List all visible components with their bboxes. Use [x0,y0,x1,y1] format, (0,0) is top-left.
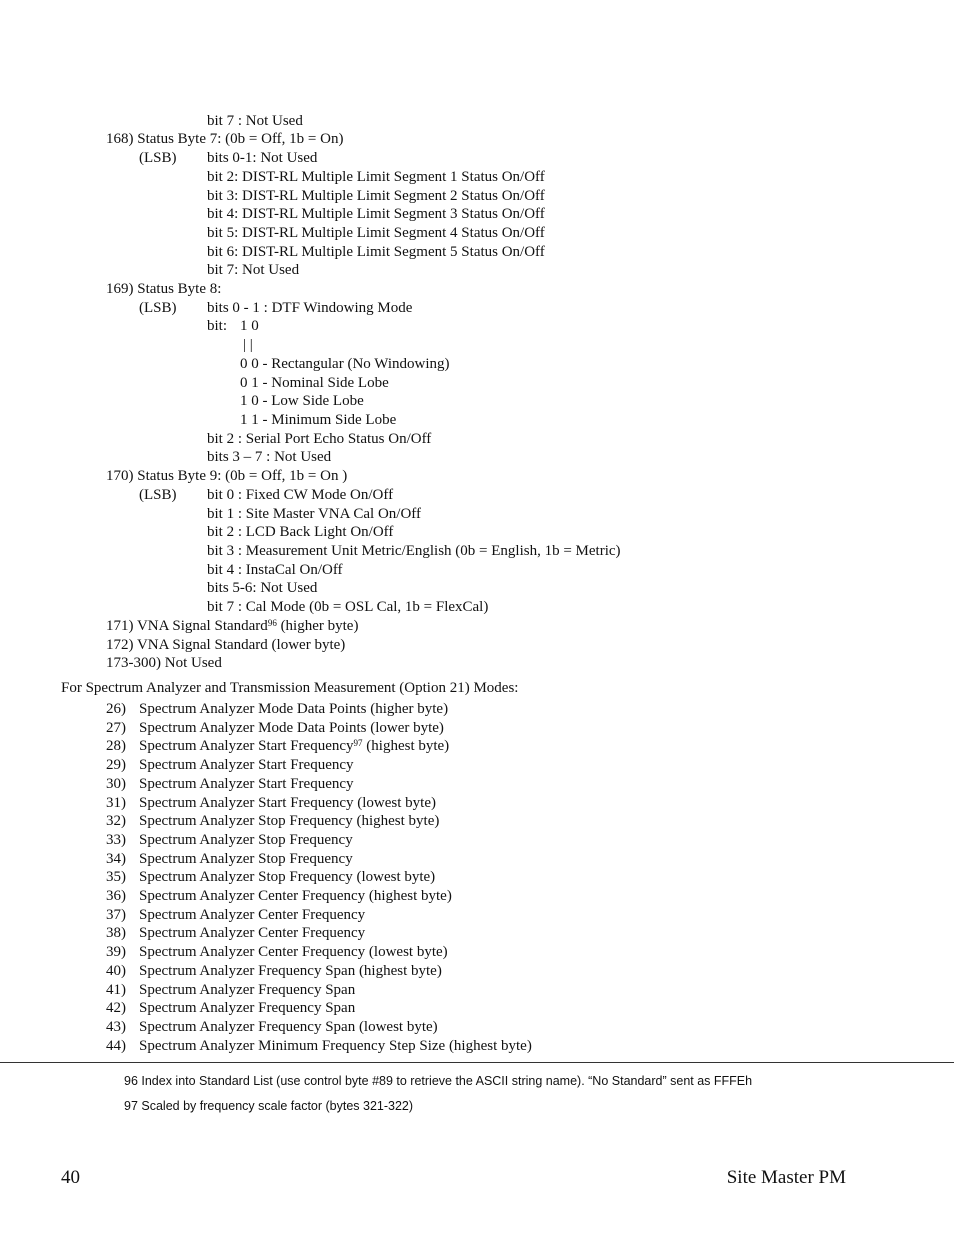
sa-item-text: Spectrum Analyzer Mode Data Points (higher byte) [139,701,449,717]
vna-standard-suffix: (higher byte) [276,618,359,634]
sa-item-number: 29) [106,757,126,773]
sa-item [139,700,448,718]
status-line: bit 2: DIST-RL Multiple Limit Segment 1 Status On/Off [207,169,545,185]
sa-item [139,1037,532,1055]
status-line: bits 0 - 1 : DTF Windowing Mode [207,300,413,316]
sa-item-number: 26) [106,701,126,717]
status-line: bit 6: DIST-RL Multiple Limit Segment 5 Status On/Off [207,244,545,260]
sa-item [139,999,355,1017]
sa-item-text: Spectrum Analyzer Start Frequency [139,776,354,792]
sa-item [139,737,449,755]
status-line: bit 3 : Measurement Unit Metric/English (0b = English, 1b = Metric) [207,543,621,559]
status-line: bit 0 : Fixed CW Mode On/Off [207,487,394,503]
sa-item [139,850,353,868]
sa-item-number: 28) [106,738,126,754]
sa-item [139,943,448,961]
status-line: bits 0-1: Not Used [207,150,318,166]
status-line: bit 7 : Cal Mode (0b = OSL Cal, 1b = FlexCal) [207,599,489,615]
sa-item-text: Spectrum Analyzer Stop Frequency [139,851,353,867]
window-option: 0 1 - Nominal Side Lobe [240,375,389,391]
not-used-line: 173-300) Not Used [106,655,222,671]
sa-item-text: Spectrum Analyzer Start Frequency [139,757,354,773]
sa-item-text: Spectrum Analyzer Start Frequency [139,738,354,754]
sa-item-number: 33) [106,832,126,848]
sa-item [139,924,365,942]
footnote-ref-97[interactable]: 97 [353,738,363,748]
lsb-label: (LSB) [139,487,177,503]
status-line: bit 5: DIST-RL Multiple Limit Segment 4 Status On/Off [207,225,545,241]
sa-item [139,794,436,812]
section-heading: For Spectrum Analyzer and Transmission Measurement (Option 21) Modes: [61,680,519,696]
sa-item-text: Spectrum Analyzer Stop Frequency (lowest byte) [139,869,436,885]
status-byte-heading: 169) Status Byte 8: [106,281,222,297]
sa-item [139,906,365,924]
sa-item [139,775,354,793]
sa-item-number: 34) [106,851,126,867]
footnote-96: 96 Index into Standard List (use control byte #89 to retrieve the ASCII string name). “No Standard” sent as FFFEh [124,1074,753,1088]
status-line: bit 7 : Not Used [207,113,303,129]
window-option: 1 1 - Minimum Side Lobe [240,412,397,428]
sa-item-text: Spectrum Analyzer Frequency Span [139,982,356,998]
sa-item-text: Spectrum Analyzer Center Frequency [139,907,366,923]
sa-item-text: Spectrum Analyzer Center Frequency [139,925,366,941]
status-line: bit 7: Not Used [207,262,300,278]
status-byte-heading: 170) Status Byte 9: (0b = Off, 1b = On ) [106,468,348,484]
sa-item [139,981,355,999]
lsb-label: (LSB) [139,150,177,166]
vna-standard-text: 171) VNA Signal Standard [106,618,268,634]
sa-item-number: 39) [106,944,126,960]
bit-values: 1 0 [240,318,259,334]
sa-item [139,1018,438,1036]
sa-item-number: 31) [106,795,126,811]
sa-item-text: Spectrum Analyzer Center Frequency (lowest byte) [139,944,448,960]
sa-item-text: Spectrum Analyzer Frequency Span [139,1000,356,1016]
sa-item-number: 30) [106,776,126,792]
lsb-label: (LSB) [139,300,177,316]
sa-item-number: 27) [106,720,126,736]
vna-standard-line [106,617,358,635]
sa-item-text: Spectrum Analyzer Frequency Span (highest byte) [139,963,442,979]
status-byte-heading: 168) Status Byte 7: (0b = Off, 1b = On) [106,131,344,147]
sa-item-text: Spectrum Analyzer Start Frequency (lowest byte) [139,795,436,811]
sa-item-number: 44) [106,1038,126,1054]
status-line: bit 1 : Site Master VNA Cal On/Off [207,506,422,522]
vna-standard-line: 172) VNA Signal Standard (lower byte) [106,637,346,653]
sa-item [139,887,452,905]
sa-item-text: Spectrum Analyzer Stop Frequency [139,832,353,848]
sa-item-number: 42) [106,1000,126,1016]
window-option: 0 0 - Rectangular (No Windowing) [240,356,450,372]
sa-item-number: 32) [106,813,126,829]
page-number: 40 [61,1167,80,1188]
status-line: bits 5-6: Not Used [207,580,318,596]
status-line: bit 2 : LCD Back Light On/Off [207,524,394,540]
window-option: 1 0 - Low Side Lobe [240,393,364,409]
sa-item-number: 38) [106,925,126,941]
status-line: bit 3: DIST-RL Multiple Limit Segment 2 Status On/Off [207,188,545,204]
sa-item-number: 43) [106,1019,126,1035]
status-line: bit 4 : InstaCal On/Off [207,562,343,578]
sa-item-text: Spectrum Analyzer Mode Data Points (lower byte) [139,720,444,736]
sa-item-text: Spectrum Analyzer Center Frequency (highest byte) [139,888,452,904]
sa-item-text: Spectrum Analyzer Frequency Span (lowest byte) [139,1019,438,1035]
footnote-ref-96[interactable]: 96 [267,618,277,628]
bit-bars: | | [243,337,253,353]
doc-title: Site Master PM [726,1167,846,1188]
sa-item [139,756,354,774]
sa-item-number: 37) [106,907,126,923]
sa-item-text: Spectrum Analyzer Stop Frequency (highest byte) [139,813,440,829]
sa-item-suffix: (highest byte) [362,738,450,754]
sa-item [139,962,442,980]
status-line: bit 4: DIST-RL Multiple Limit Segment 3 Status On/Off [207,206,545,222]
sa-item [139,831,353,849]
status-line: bit 2 : Serial Port Echo Status On/Off [207,431,432,447]
sa-item-text: Spectrum Analyzer Minimum Frequency Step Size (highest byte) [139,1038,532,1054]
footnote-divider [0,1062,954,1063]
sa-item-number: 40) [106,963,126,979]
sa-item-number: 35) [106,869,126,885]
sa-item [139,719,444,737]
sa-item-number: 36) [106,888,126,904]
sa-item [139,812,439,830]
footnote-97: 97 Scaled by frequency scale factor (bytes 321-322) [124,1099,414,1113]
status-line: bits 3 – 7 : Not Used [207,449,332,465]
bit-label: bit: [207,318,228,334]
sa-item-number: 41) [106,982,126,998]
sa-item [139,868,435,886]
